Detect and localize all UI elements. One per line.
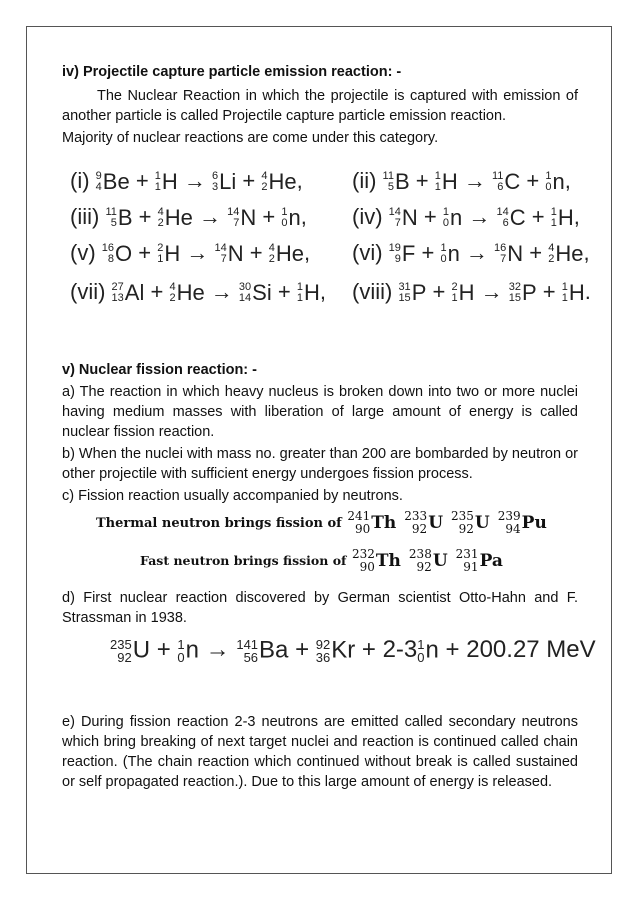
nuclide (269, 240, 304, 267)
element-symbol: n (185, 636, 199, 664)
mass-number: 14 (496, 206, 509, 219)
nuclide (496, 204, 525, 231)
element-symbol: n (447, 241, 460, 267)
mass-number: 2 (157, 242, 164, 255)
element-symbol: O (115, 241, 133, 267)
nuclide (157, 240, 180, 267)
nuclide (96, 168, 130, 195)
element-symbol: H (164, 241, 181, 267)
nuclide-numbers (496, 207, 508, 229)
punctuation: , (300, 204, 307, 229)
atomic-number: 1 (550, 217, 557, 230)
reaction-label: (v) (70, 240, 102, 265)
reaction-label: (vii) (70, 279, 112, 304)
nuclide (440, 240, 459, 267)
nuclide-numbers (347, 510, 370, 535)
mass-number: 14 (388, 206, 401, 219)
mass-number: 6 (212, 170, 219, 183)
nuclide (316, 636, 355, 665)
element-symbol: Th (375, 550, 401, 571)
nuclide (158, 204, 193, 231)
element-symbol: H (303, 280, 320, 306)
reaction-2 (352, 168, 571, 195)
mass-number: 232 (352, 547, 375, 561)
element-symbol: n (450, 205, 463, 231)
atomic-number: 92 (458, 521, 474, 536)
nuclide (492, 168, 520, 195)
nuclide (435, 168, 458, 195)
plus-sign: + (243, 240, 269, 265)
thermal-nuclei (347, 509, 554, 536)
atomic-number: 2 (261, 181, 268, 194)
atomic-number: 92 (117, 649, 132, 665)
nuclide (498, 510, 555, 535)
thermal-neutron-line (96, 510, 555, 535)
punctuation: , (296, 168, 303, 193)
mass-number: 4 (548, 242, 555, 255)
plus-sign: + (132, 204, 158, 229)
atomic-number: 91 (463, 559, 479, 574)
nuclide (239, 279, 272, 306)
mass-number: 4 (268, 242, 275, 255)
atomic-number: 90 (354, 521, 371, 536)
nuclide-numbers (352, 548, 375, 573)
nuclide (509, 279, 537, 306)
mass-number: 27 (111, 281, 124, 294)
atomic-number: 7 (500, 253, 507, 266)
element-symbol: He (275, 241, 304, 267)
nuclide (297, 279, 320, 306)
section-iv-heading: iv) Projectile capture particle emission reaction: - (62, 64, 402, 80)
element-symbol: N (240, 205, 257, 231)
element-symbol: B (394, 169, 410, 195)
plus-sign: + (236, 168, 262, 193)
atomic-number: 5 (387, 181, 394, 194)
element-symbol: C (509, 205, 526, 231)
atomic-number: 1 (451, 292, 458, 305)
neutron (417, 636, 439, 665)
plus-sign: + (536, 279, 562, 304)
nuclide (169, 279, 204, 306)
nuclide-numbers (443, 207, 449, 229)
fission-point-b: b) When the nuclei with mass no. greater than 200 are bombarded by neutron or other projectile with sufficient energy undergoes fission process. (62, 446, 578, 482)
mass-number: 16 (101, 242, 115, 255)
neutron-count: + 2-3 (355, 636, 418, 663)
mass-number: 30 (238, 281, 252, 294)
arrow: → (457, 168, 492, 193)
mass-number: 1 (545, 170, 552, 183)
nuclide (281, 204, 300, 231)
nuclide (102, 240, 132, 267)
nuclide-numbers (389, 243, 401, 265)
nuclide (389, 240, 416, 267)
mass-number: 4 (169, 281, 176, 294)
nuclide-numbers (157, 243, 163, 265)
arrow: → (199, 636, 237, 663)
atomic-number: 9 (394, 253, 401, 266)
nuclide-numbers (404, 510, 427, 535)
nuclide (398, 279, 426, 306)
nuclide-numbers (383, 171, 394, 193)
plus-sign: + (288, 636, 316, 663)
plus-sign: + (256, 204, 282, 229)
element-symbol: Th (371, 512, 397, 533)
section-v-heading: v) Nuclear fission reaction: - (62, 362, 257, 378)
nuclide-numbers (169, 282, 175, 304)
atomic-number: 1 (157, 253, 164, 266)
nuclide (105, 204, 132, 231)
element-symbol: n (552, 169, 565, 195)
reaction-label: (iv) (352, 204, 389, 229)
nuclide-numbers (316, 638, 330, 664)
nuclide (214, 240, 243, 267)
atomic-number: 7 (233, 217, 240, 230)
plus-sign: + (271, 279, 297, 304)
nuclide (236, 636, 288, 665)
nuclide-numbers (281, 207, 287, 229)
mass-number: 1 (177, 636, 185, 652)
element-symbol: Kr (331, 636, 356, 664)
reaction-5 (70, 240, 310, 267)
nuclide-numbers (548, 243, 554, 265)
mass-number: 1 (440, 242, 447, 255)
nuclide-numbers (451, 282, 457, 304)
nuclide-numbers (456, 548, 479, 573)
mass-number: 92 (315, 636, 331, 652)
thermal-neutron-label: Thermal neutron brings fission of (96, 516, 342, 532)
element-symbol: Pa (479, 550, 503, 571)
element-symbol: B (117, 205, 133, 231)
element-symbol: U (432, 550, 448, 571)
mass-number: 235 (451, 509, 474, 523)
nuclide (443, 204, 462, 231)
element-symbol: H (441, 169, 458, 195)
atomic-number: 6 (497, 181, 504, 194)
nuclide-numbers (562, 282, 568, 304)
mass-number: 235 (110, 636, 132, 652)
element-symbol: U (132, 636, 151, 664)
nuclide (409, 548, 456, 573)
punctuation: , (583, 240, 590, 265)
mass-number: 11 (491, 170, 504, 183)
mass-number: 1 (442, 206, 449, 219)
fast-nuclei (352, 547, 511, 574)
element-symbol: H (557, 205, 574, 231)
atomic-number: 4 (95, 181, 102, 194)
nuclide (494, 240, 523, 267)
nuclide-numbers (551, 207, 557, 229)
nuclide-numbers (177, 638, 184, 664)
atomic-number: 0 (177, 649, 185, 665)
uranium-fission-equation (110, 636, 596, 665)
element-symbol: He (164, 205, 193, 231)
nuclide-numbers (398, 282, 410, 304)
reaction-4 (352, 204, 580, 231)
mass-number: 239 (497, 509, 521, 523)
mass-number: 1 (550, 206, 557, 219)
atomic-number: 15 (398, 292, 411, 305)
mass-number: 1 (417, 636, 425, 652)
element-symbol: Si (252, 280, 272, 306)
element-symbol: U (474, 512, 490, 533)
nuclide-numbers (297, 282, 303, 304)
nuclide-numbers (214, 243, 226, 265)
nuclide (347, 510, 404, 535)
nuclide (227, 204, 256, 231)
nuclide (551, 204, 574, 231)
atomic-number: 0 (281, 217, 288, 230)
nuclide-numbers (545, 171, 551, 193)
arrow: → (474, 279, 509, 304)
mass-number: 14 (227, 206, 240, 219)
nuclide-numbers (102, 243, 114, 265)
element-symbol: He (555, 241, 584, 267)
nuclide-numbers (227, 207, 239, 229)
fast-neutron-label: Fast neutron brings fission of (140, 553, 347, 569)
fission-point-d: d) First nuclear reaction discovered by German scientist Otto-Hahn and F. Strassman in 1938. (62, 590, 578, 626)
mass-number: 1 (561, 281, 568, 294)
reaction-label: (i) (70, 168, 96, 193)
nuclide (548, 240, 583, 267)
reaction-8 (352, 279, 591, 306)
element-symbol: n (425, 636, 439, 664)
mass-number: 16 (494, 242, 507, 255)
fission-point-c: c) Fission reaction usually accompanied by neutrons. (62, 488, 403, 504)
nuclide (212, 168, 236, 195)
element-symbol: He (268, 169, 297, 195)
nuclide (383, 168, 410, 195)
plus-sign: + (417, 204, 443, 229)
nuclide-numbers (158, 207, 164, 229)
punctuation: . (584, 279, 591, 304)
element-symbol: U (428, 512, 444, 533)
element-symbol: H (568, 280, 585, 306)
punctuation: , (319, 279, 326, 304)
nuclide-numbers (492, 171, 503, 193)
element-symbol: N (401, 205, 418, 231)
element-symbol: N (227, 241, 244, 267)
nuclide-numbers (435, 171, 441, 193)
mass-number: 11 (382, 170, 394, 183)
atomic-number: 56 (243, 649, 259, 665)
mass-number: 1 (434, 170, 441, 183)
atomic-number: 14 (238, 292, 252, 305)
fission-definition-a: a) The reaction in which heavy nucleus is broken down into two or more nuclei having medium masses with liberation of large amount of energy is called nuclear fission reaction. (62, 384, 578, 440)
punctuation: , (564, 168, 571, 193)
fast-neutron-line (140, 548, 511, 573)
nuclide-numbers (417, 638, 424, 664)
element-symbol: H (458, 280, 475, 306)
reaction-label: (ii) (352, 168, 383, 193)
nuclide (112, 279, 145, 306)
nuclide-numbers (261, 171, 267, 193)
mass-number: 9 (95, 170, 102, 183)
arrow: → (177, 168, 213, 193)
plus-sign: + (520, 168, 546, 193)
atomic-number: 1 (154, 181, 161, 194)
mass-number: 11 (105, 206, 117, 219)
nuclide-numbers (212, 171, 218, 193)
atomic-number: 7 (394, 217, 401, 230)
arrow: → (459, 240, 495, 265)
nuclide-numbers (155, 171, 161, 193)
reaction-7 (70, 279, 326, 306)
section-iv-majority-note: Majority of nuclear reactions are come under this category. (62, 130, 439, 146)
element-symbol: Ba (259, 636, 289, 664)
element-symbol: Al (124, 280, 145, 306)
nuclide (110, 636, 150, 665)
reaction-label: (vi) (352, 240, 389, 265)
plus-sign: + (150, 636, 178, 663)
nuclide-numbers (509, 282, 521, 304)
nuclide (404, 510, 451, 535)
mass-number: 1 (296, 281, 303, 294)
atomic-number: 5 (110, 217, 117, 230)
element-symbol: P (521, 280, 537, 306)
mass-number: 231 (455, 547, 479, 561)
nuclide (562, 279, 585, 306)
nuclide-numbers (440, 243, 446, 265)
reaction-3 (70, 204, 307, 231)
atomic-number: 15 (508, 292, 521, 305)
nuclide (352, 548, 409, 573)
plus-sign: + (525, 204, 551, 229)
fission-point-e: e) During fission reaction 2-3 neutrons are emitted called secondary neutrons which bring breaking of next target nuclei and reaction is continued called chain reaction. (The chain reaction which continued without break is called sustained or self propagated reaction.). Due to this large amount of energy is released. (62, 714, 578, 790)
atomic-number: 2 (157, 217, 164, 230)
nuclide-numbers (389, 207, 401, 229)
atomic-number: 6 (502, 217, 509, 230)
atomic-number: 2 (548, 253, 555, 266)
nuclide (456, 548, 511, 573)
reaction-label: (viii) (352, 279, 399, 304)
element-symbol: N (507, 241, 524, 267)
arrow: → (204, 279, 239, 304)
reaction-label: (iii) (70, 204, 106, 229)
reaction-6 (352, 240, 590, 267)
plus-sign: + (129, 168, 155, 193)
reaction-1 (70, 168, 303, 195)
atomic-number: 0 (440, 253, 447, 266)
arrow: → (192, 204, 228, 229)
nuclide-numbers (451, 510, 474, 535)
atomic-number: 1 (296, 292, 303, 305)
mass-number: 19 (388, 242, 401, 255)
punctuation: , (573, 204, 580, 229)
atomic-number: 2 (169, 292, 176, 305)
element-symbol: Li (219, 169, 237, 195)
plus-sign: + (409, 168, 435, 193)
element-symbol: Pu (521, 512, 547, 533)
atomic-number: 2 (268, 253, 275, 266)
element-symbol: He (176, 280, 205, 306)
atomic-number: 13 (111, 292, 124, 305)
plus-sign: + (523, 240, 549, 265)
nuclide (261, 168, 296, 195)
element-symbol: P (411, 280, 427, 306)
nuclide-numbers (239, 282, 251, 304)
element-symbol: n (288, 205, 301, 231)
mass-number: 31 (398, 281, 411, 294)
atomic-number: 36 (315, 649, 331, 665)
plus-sign: + (415, 240, 441, 265)
arrow: → (180, 240, 215, 265)
nuclide-numbers (110, 638, 132, 664)
atomic-number: 7 (220, 253, 227, 266)
nuclide-numbers (236, 638, 258, 664)
nuclide-numbers (105, 207, 116, 229)
mass-number: 233 (404, 509, 428, 523)
atomic-number: 1 (434, 181, 441, 194)
mass-number: 238 (408, 547, 432, 561)
element-symbol: F (401, 241, 416, 267)
plus-sign: + (132, 240, 158, 265)
element-symbol: C (504, 169, 521, 195)
mass-number: 141 (236, 636, 259, 652)
mass-number: 2 (451, 281, 458, 294)
element-symbol: H (161, 169, 178, 195)
plus-sign: + (144, 279, 170, 304)
nuclide (389, 204, 418, 231)
mass-number: 1 (154, 170, 161, 183)
arrow: → (462, 204, 497, 229)
nuclide (177, 636, 199, 665)
atomic-number: 90 (359, 559, 375, 574)
nuclide (545, 168, 564, 195)
atomic-number: 92 (411, 521, 428, 536)
energy-released: + 200.27 MeV (438, 636, 596, 663)
nuclide-numbers (409, 548, 432, 573)
nuclide (451, 510, 498, 535)
nuclide-numbers (269, 243, 275, 265)
atomic-number: 8 (107, 253, 115, 266)
mass-number: 14 (214, 242, 227, 255)
mass-number: 241 (347, 509, 371, 523)
punctuation: , (303, 240, 311, 265)
atomic-number: 0 (545, 181, 552, 194)
atomic-number: 92 (416, 559, 432, 574)
nuclide-numbers (96, 171, 102, 193)
nuclide (155, 168, 178, 195)
element-symbol: Be (102, 169, 130, 195)
nuclide-numbers (494, 243, 506, 265)
plus-sign: + (426, 279, 452, 304)
nuclide-numbers (112, 282, 124, 304)
section-iv-definition: The Nuclear Reaction in which the projectile is captured with emission of another particle is called Projectile capture particle emission reaction. (62, 88, 578, 124)
mass-number: 32 (508, 281, 521, 294)
atomic-number: 3 (212, 181, 219, 194)
nuclide-numbers (498, 510, 521, 535)
atomic-number: 0 (417, 649, 425, 665)
atomic-number: 1 (561, 292, 568, 305)
atomic-number: 0 (442, 217, 449, 230)
mass-number: 1 (281, 206, 288, 219)
atomic-number: 94 (505, 521, 521, 536)
mass-number: 4 (261, 170, 268, 183)
mass-number: 4 (157, 206, 164, 219)
nuclide (451, 279, 474, 306)
